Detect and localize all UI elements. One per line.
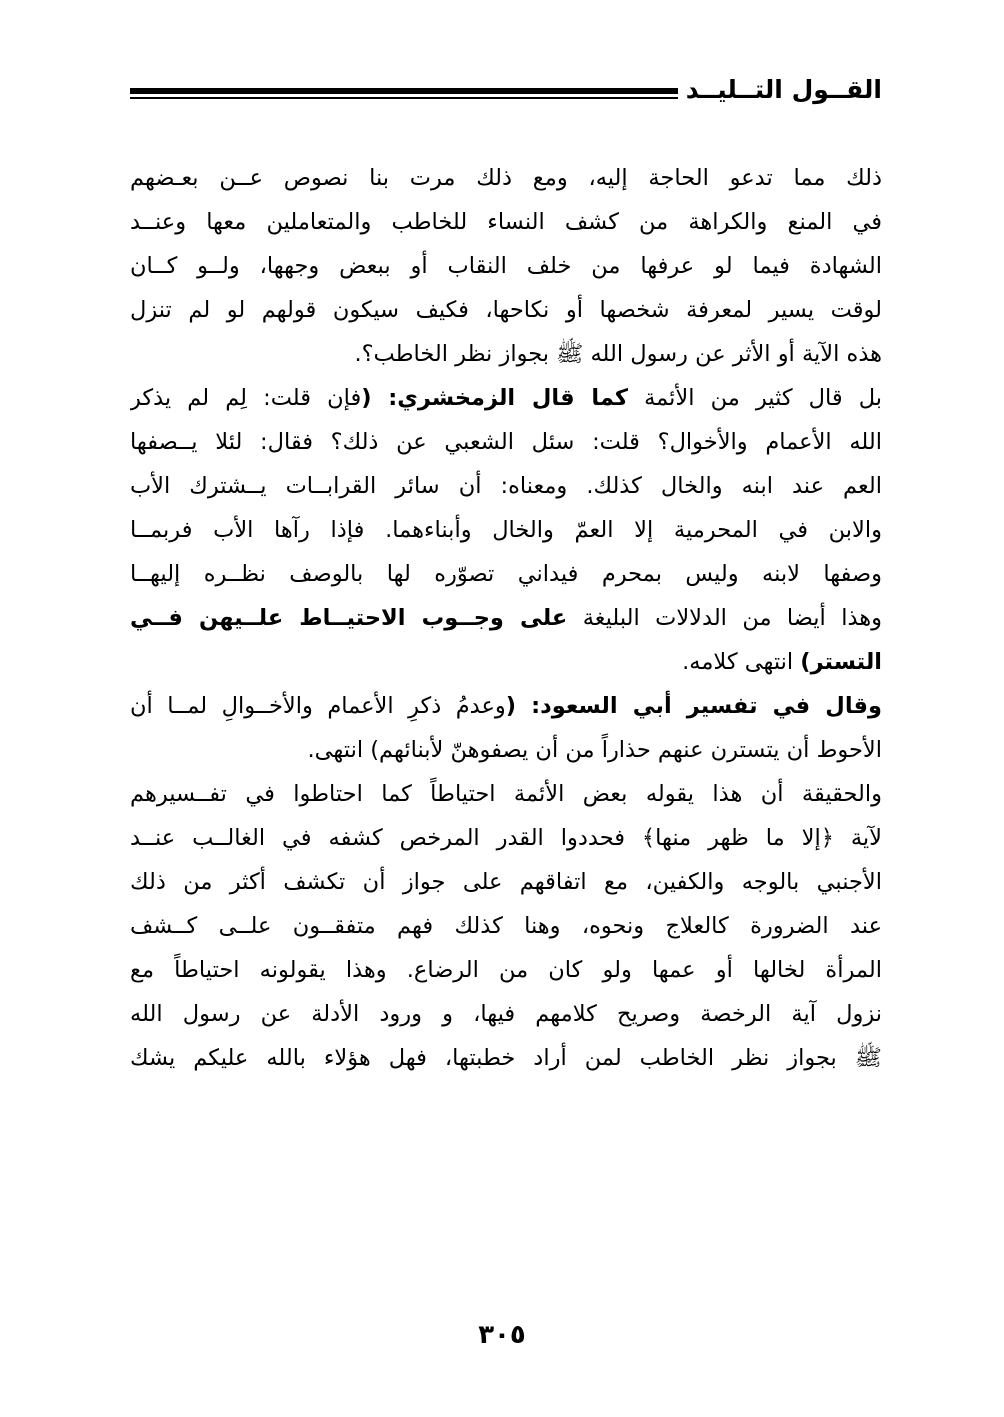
text-line — [130, 552, 882, 596]
text-segment: لآية ﴿إلا ما ظهر منها﴾ فحددوا القدر المرخص كشفه في الغالــب عنــد — [130, 825, 882, 851]
text-segment: انتهى كلامه. — [682, 649, 801, 675]
text-segment: عند الضرورة كالعلاج ونحوه، وهنا كذلك فهم متفقــون علــى كــشف — [130, 913, 882, 939]
text-line — [130, 596, 882, 640]
body-text — [130, 156, 882, 1080]
text-line — [130, 244, 882, 288]
text-line — [130, 816, 882, 860]
text-line — [130, 860, 882, 904]
text-line — [130, 376, 882, 420]
page-number: ٣٠٥ — [478, 1320, 526, 1350]
text-segment: لوقت يسير لمعرفة شخصها أو نكاحها، فكيف سيكون قولهم لو لم تنزل — [130, 297, 882, 323]
header-rule-thick — [130, 88, 678, 94]
text-line — [130, 420, 882, 464]
text-segment: المرأة لخالها أو عمها ولو كان من الرضاع. وهذا يقولونه احتياطاً مع — [130, 957, 882, 983]
text-segment: والحقيقة أن هذا يقوله بعض الأئمة احتياطاً كما احتاطوا في تفــسيرهم — [130, 781, 882, 807]
text-segment: الشهادة فيما لو عرفها من خلف النقاب أو ببعض وجهها، ولــو كــان — [130, 253, 882, 279]
text-line — [130, 156, 882, 200]
page-header — [130, 74, 882, 114]
bold-segment: كما قال الزمخشري: ( — [361, 385, 628, 411]
text-line — [130, 772, 882, 816]
text-line — [130, 904, 882, 948]
text-segment: بل قال كثير من الأئمة — [628, 385, 882, 411]
text-line — [130, 948, 882, 992]
text-line — [130, 332, 882, 376]
header-rule-thin — [130, 97, 678, 99]
text-line — [130, 640, 882, 684]
text-segment: الله الأعمام والأخوال؟ قلت: سئل الشعبي عن ذلك؟ فقال: لئلا يــصفها — [130, 429, 882, 455]
text-line — [130, 200, 882, 244]
text-line — [130, 684, 882, 728]
text-line — [130, 1036, 882, 1080]
text-segment: الأحوط أن يتسترن عنهم حذاراً من أن يصفوهنّ لأبنائهم) انتهى. — [307, 737, 882, 763]
bold-segment: وقال في تفسير أبي السعود: ( — [505, 693, 882, 719]
text-segment: وعدمُ ذكرِ الأعمام والأخــوالِ لمــا أن — [130, 693, 506, 719]
text-segment: نزول آية الرخصة وصريح كلامهم فيها، و ورود الأدلة عن رسول الله — [130, 1001, 882, 1027]
text-line — [130, 464, 882, 508]
text-line — [130, 288, 882, 332]
text-segment: في المنع والكراهة من كشف النساء للخاطب والمتعاملين معها وعنــد — [130, 209, 882, 235]
text-segment: الأجنبي بالوجه والكفين، مع اتفاقهم على جواز أن تكشف أكثر من ذلك — [130, 869, 882, 895]
text-line — [130, 508, 882, 552]
text-line — [130, 728, 882, 772]
bold-segment: على وجــوب الاحتيــاط علــيهن فــي — [130, 605, 568, 631]
bold-segment: التستر) — [800, 649, 882, 675]
text-segment: ذلك مما تدعو الحاجة إليه، ومع ذلك مرت بنا نصوص عــن بعـضهم — [130, 165, 882, 191]
running-title: القــول التــليــد — [685, 75, 882, 104]
text-segment: وصفها لابنه وليس بمحرم فيداني تصوّره لها بالوصف نظــره إليهــا — [130, 561, 882, 587]
text-segment: والابن في المحرمية إلا العمّ والخال وأبناءهما. فإذا رآها الأب فربمــا — [130, 517, 882, 543]
text-segment: ﷺ بجواز نظر الخاطب لمن أراد خطبتها، فهل هؤلاء بالله عليكم يشك — [130, 1045, 882, 1071]
text-segment: وهذا أيضا من الدلالات البليغة — [567, 605, 882, 631]
text-segment: العم عند ابنه والخال كذلك. ومعناه: أن سائر القرابــات يــشترك الأب — [130, 473, 882, 499]
text-line — [130, 992, 882, 1036]
text-segment: هذه الآية أو الأثر عن رسول الله ﷺ بجواز نظر الخاطب؟. — [354, 341, 882, 367]
text-segment: فإن قلت: لِم لم يذكر — [130, 385, 362, 411]
